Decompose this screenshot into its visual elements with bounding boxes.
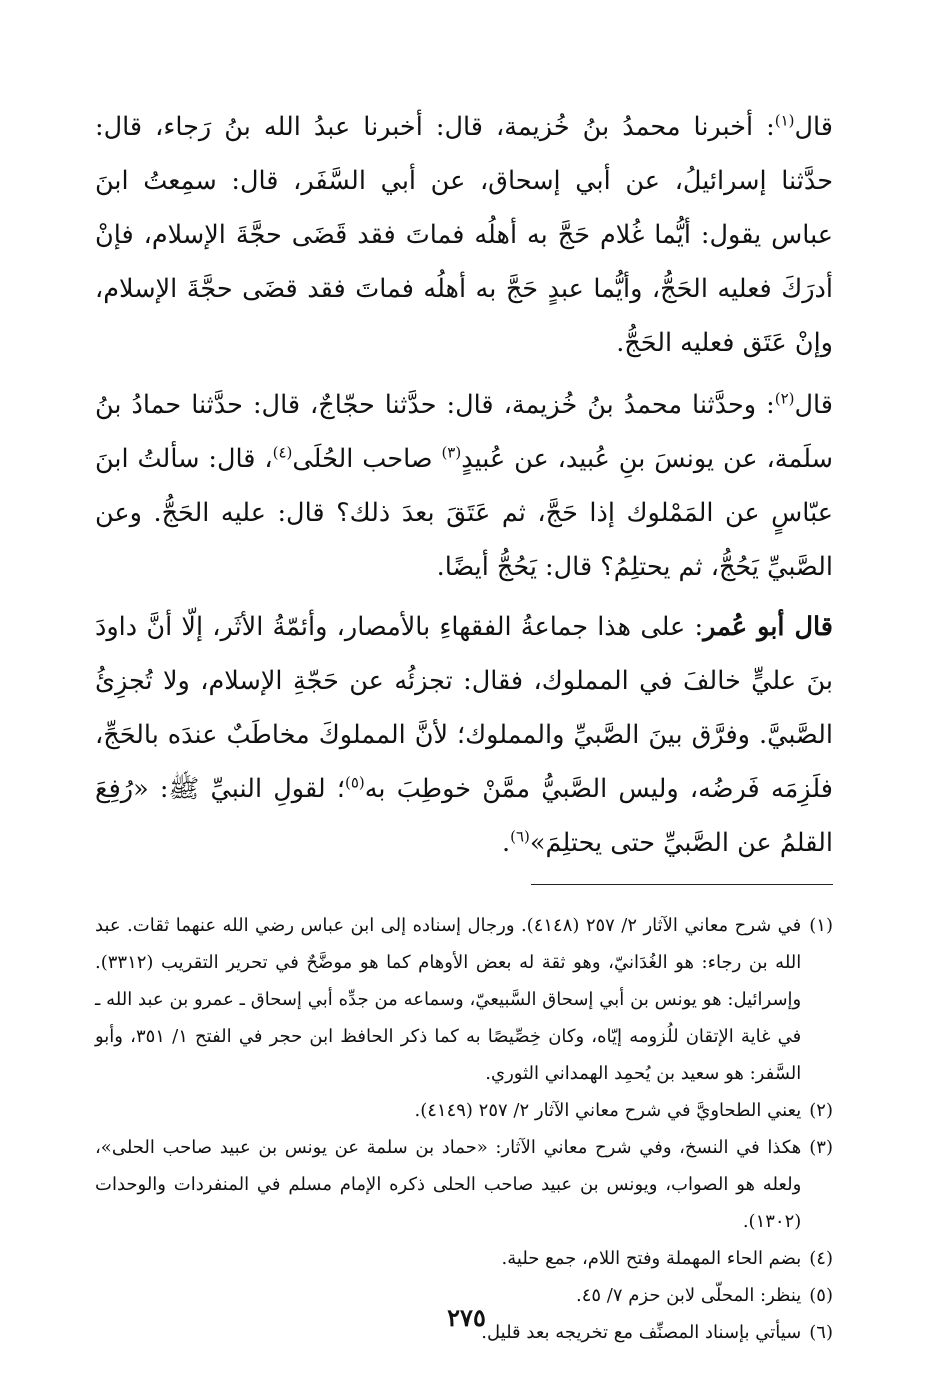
text-run: : على هذا جماعةُ الفقهاءِ بالأمصار، وأئمّةُ الأثَر، إلّا أنَّ داودَ بنَ عليٍّ خالفَ في المملوك، فقال: تجزئُه عن حَجّةِ الإسلام، ولا تُجزِئُ الصَّبيَّ. وفرَّق بينَ الصَّبيِّ والمملوك؛ لأنَّ المملوكَ مخاطَبٌ عندَه بالحَجِّ، فلَزِمَه فَرضُه، وليس الصَّبيُّ ممَّنْ خوطِبَ به <box>95 612 833 804</box>
footnote-number: (١) <box>809 915 833 936</box>
footnote-number: (٥) <box>809 1285 833 1306</box>
text-run: . <box>501 828 511 858</box>
footnote-text: سيأتي بإسناد المصنِّف مع تخريجه بعد قليل. <box>481 1322 802 1343</box>
footnotes <box>95 907 833 1351</box>
footnote-4 <box>95 1240 833 1277</box>
footnote-text: ينظر: المحلّى لابن حزم ٧/ ٤٥. <box>575 1285 802 1306</box>
footnote-text: هكذا في النسخ، وفي شرح معاني الآثار: «حماد بن سلمة عن يونس بن عبيد صاحب الحلى»، ولعله هو الصواب، ويونس بن عبيد صاحب الحلى ذكره الإمام مسلم في المنفردات والوحدات (١٣٠٢). <box>95 1137 802 1232</box>
footnote-number: (٤) <box>809 1248 833 1269</box>
footnote-number: (٣) <box>809 1137 833 1158</box>
footnote-2 <box>95 1092 833 1129</box>
footnote-text: في شرح معاني الآثار ٢/ ٢٥٧ (٤١٤٨). ورجال إسناده إلى ابن عباس رضي الله عنهما ثقات. عبد الله بن رجاء: هو الغُدَانيّ، وهو ثقة له بعض الأوهام كما هو موضَّحٌ في تحرير التقريب (٣٣١٢). وإسرائيل: هو يونس بن أبي إسحاق السَّبيعيّ، وسماعه من جدِّه أبي إسحاق ـ عمرو بن عبد الله ـ في غاية الإتقان للُزومه إيّاه، وكان خِصِّيصًا به كما ذكر الحافظ ابن حجر في الفتح ١/ ٣٥١، وأبو السَّفر: هو سعيد بن يُحمِد الهمداني الثوري. <box>95 915 802 1084</box>
footnote-separator <box>95 884 833 885</box>
text-run: قال <box>794 112 833 142</box>
footnote-ref: (٦) <box>510 827 530 846</box>
footnote-ref: (٤) <box>272 443 293 462</box>
paragraph-3 <box>95 600 833 870</box>
footnote-1 <box>95 907 833 1092</box>
paragraph-2 <box>95 378 833 594</box>
footnote-number: (٦) <box>809 1322 833 1343</box>
paragraph-1 <box>95 100 833 370</box>
text-run: : أخبرنا محمدُ بنُ خُزيمة، قال: أخبرنا عبدُ الله بنُ رَجاء، قال: حدَّثنا إسرائيلُ، عن أبي إسحاق، عن أبي السَّفَر، قال: سمِعتُ ابنَ عباس يقول: أيُّما غُلام حَجَّ به أهلُه فماتَ فقد قَضَى حجَّةَ الإسلام، فإنْ أدرَكَ فعليه الحَجُّ، وأيُّما عبدٍ حَجَّ به أهلُه فماتَ فقد قضَى حجَّةَ الإسلام، وإنْ عَتَق فعليه الحَجُّ. <box>95 112 833 358</box>
footnote-3 <box>95 1129 833 1240</box>
footnote-number: (٢) <box>809 1100 833 1121</box>
footnote-text: يعني الطحاويَّ في شرح معاني الآثار ٢/ ٢٥٧ (٤١٤٩). <box>414 1100 802 1121</box>
footnote-text: بضم الحاء المهملة وفتح اللام، جمع حلية. <box>501 1248 802 1269</box>
text-run: ؛ لقولِ النبيِّ ﷺ: «رُفِعَ القلمُ عن الصَّبيِّ حتى يحتلِمَ» <box>95 774 833 858</box>
footnote-ref: (٥) <box>344 773 365 792</box>
footnote-ref: (٣) <box>441 443 462 462</box>
main-text <box>95 100 833 870</box>
text-run: ، قال: سألتُ ابنَ عبّاسٍ عن المَمْلوك إذا حَجَّ، ثم عَتَقَ بعدَ ذلك؟ قال: عليه الحَجُّ. وعن الصَّبيِّ يَحُجُّ، ثم يحتلِمُ؟ قال: يَحُجُّ أيضًا. <box>95 444 833 582</box>
page-number: ٢٧٥ <box>447 1303 486 1332</box>
footnote-ref: (٢) <box>774 389 795 408</box>
footnote-ref: (١) <box>774 111 795 130</box>
text-run: : وحدَّثنا محمدُ بنُ خُزيمة، قال: حدَّثنا حجّاجٌ، قال: حدَّثنا حمادُ بنُ سلَمة، عن يونسَ بنِ عُبيد، عن عُبيدٍ <box>95 390 833 474</box>
text-run: صاحب الحُلَى <box>292 444 442 474</box>
author-lead: قال أبو عُمر <box>703 612 833 642</box>
text-run: قال <box>794 390 833 420</box>
